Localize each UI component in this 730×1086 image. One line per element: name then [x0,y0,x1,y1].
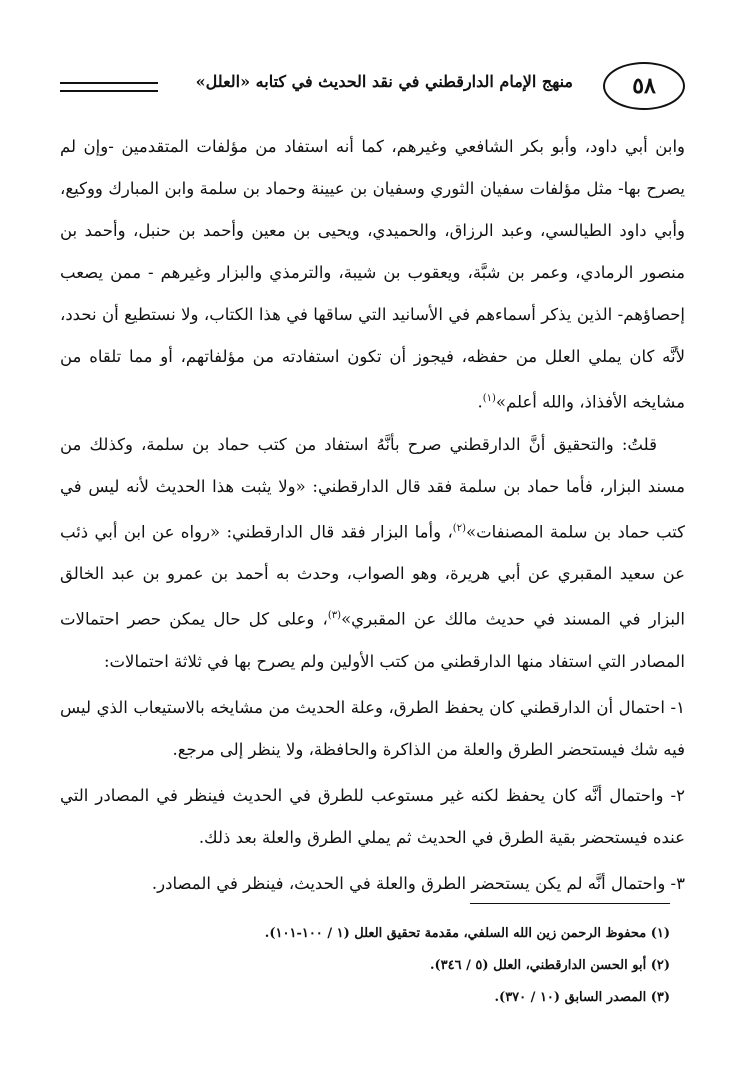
footnote-ref-1: (١) [482,393,496,404]
footnote-separator [470,903,670,904]
footnote-2: (٢) أبو الحسن الدارقطني، العلل (٥ / ٣٤٦). [429,958,670,973]
paragraph-1-end: . [477,392,483,412]
list-item-3: ٣- واحتمال أنَّه لم يكن يستحضر الطرق والعلة في الحديث، فينظر في المصادر. [151,873,685,893]
header-double-rule [60,82,158,92]
paragraph-2 [60,424,685,683]
paragraph-2-text-b: ، وأما البزار فقد قال الدارقطني: «رواه عن ابن أبي ذئب عن سعيد المقبري عن أبي هريرة، وهو الصواب، وحدث به أحمد بن عمرو بن عبد الخالق البزار في المسند في حديث مالك عن المقبري» [60,522,686,629]
page-number-badge: ٥٨ [603,62,685,110]
list-item-2: ٢- واحتمال أنَّه كان يحفظ لكنه غير مستوعب للطرق في الحديث فينظر في المصادر التي عنده فيستحضر بقية الطرق في الحديث ثم يملي الطرق والعلة بعد ذلك. [60,785,685,847]
paragraph-1-text: وابن أبي داود، وأبو بكر الشافعي وغيرهم، كما أنه استفاد من مؤلفات المتقدمين -وإن لم يصرح بها- مثل مؤلفات سفيان الثوري وسفيان بن عيينة وحماد بن سلمة وابن المبارك ووكيع، وأبي داود الطيالسي، وعبد الرزاق، والحميدي، ويحيى بن معين وأحمد بن حنبل، وأحمد بن منصور الرمادي، وعمر بن شبَّة، ويعقوب بن شيبة، والترمذي والبزار وغيرهم - ممن يصعب إحصاؤهم- الذين يذكر أسماءهم في الأسانيد التي ساقها في هذا الكتاب، ولا نستطيع أن نحدد، لأنَّه كان يملي العلل من حفظه، فيجوز أن تكون استفادته من مؤلفاتهم، أو مما تلقاه من مشايخه الأفذاذ، والله أعلم» [60,137,685,412]
list-item-1: ١- احتمال أن الدارقطني كان يحفظ الطرق، وعلة الحديث من مشايخه بالاستيعاب الذي ليس فيه شك فيستحضر الطرق والعلة من الذاكرة والحافظة، ولا ينظر إلى مرجع. [60,697,685,759]
paragraph-2-text-c: ، وعلى كل حال يمكن حصر احتمالات المصادر التي استفاد منها الدارقطني من كتب الأولين ولم يصرح بها في ثلاثة احتمالات: [60,609,685,671]
footnote-1: (١) محفوظ الرحمن زين الله السلفي، مقدمة تحقيق العلل (١ / ١٠٠-١٠١). [264,926,670,941]
main-text [60,126,685,905]
footnote-ref-2: (٢) [452,522,466,534]
paragraph-1 [60,126,685,424]
footnotes [45,918,670,1014]
footnote-ref-3: (٣) [327,610,342,621]
footnote-3: (٣) المصدر السابق (١٠ / ٣٧٠). [494,990,670,1005]
paragraph-2-text-a: قلتُ: والتحقيق أنَّ الدارقطني صرح بأنَّهُ استفاد من كتب حماد بن سلمة، وكذلك من مسند البزار، فأما حماد بن سلمة فقد قال الدارقطني: «ولا يثبت هذا الحديث لأنه ليس في كتب حماد بن سلمة المصنفات» [60,434,685,541]
page-header [60,62,685,110]
running-title: منهج الإمام الدارقطني في نقد الحديث في كتابه «العلل» [195,72,573,91]
